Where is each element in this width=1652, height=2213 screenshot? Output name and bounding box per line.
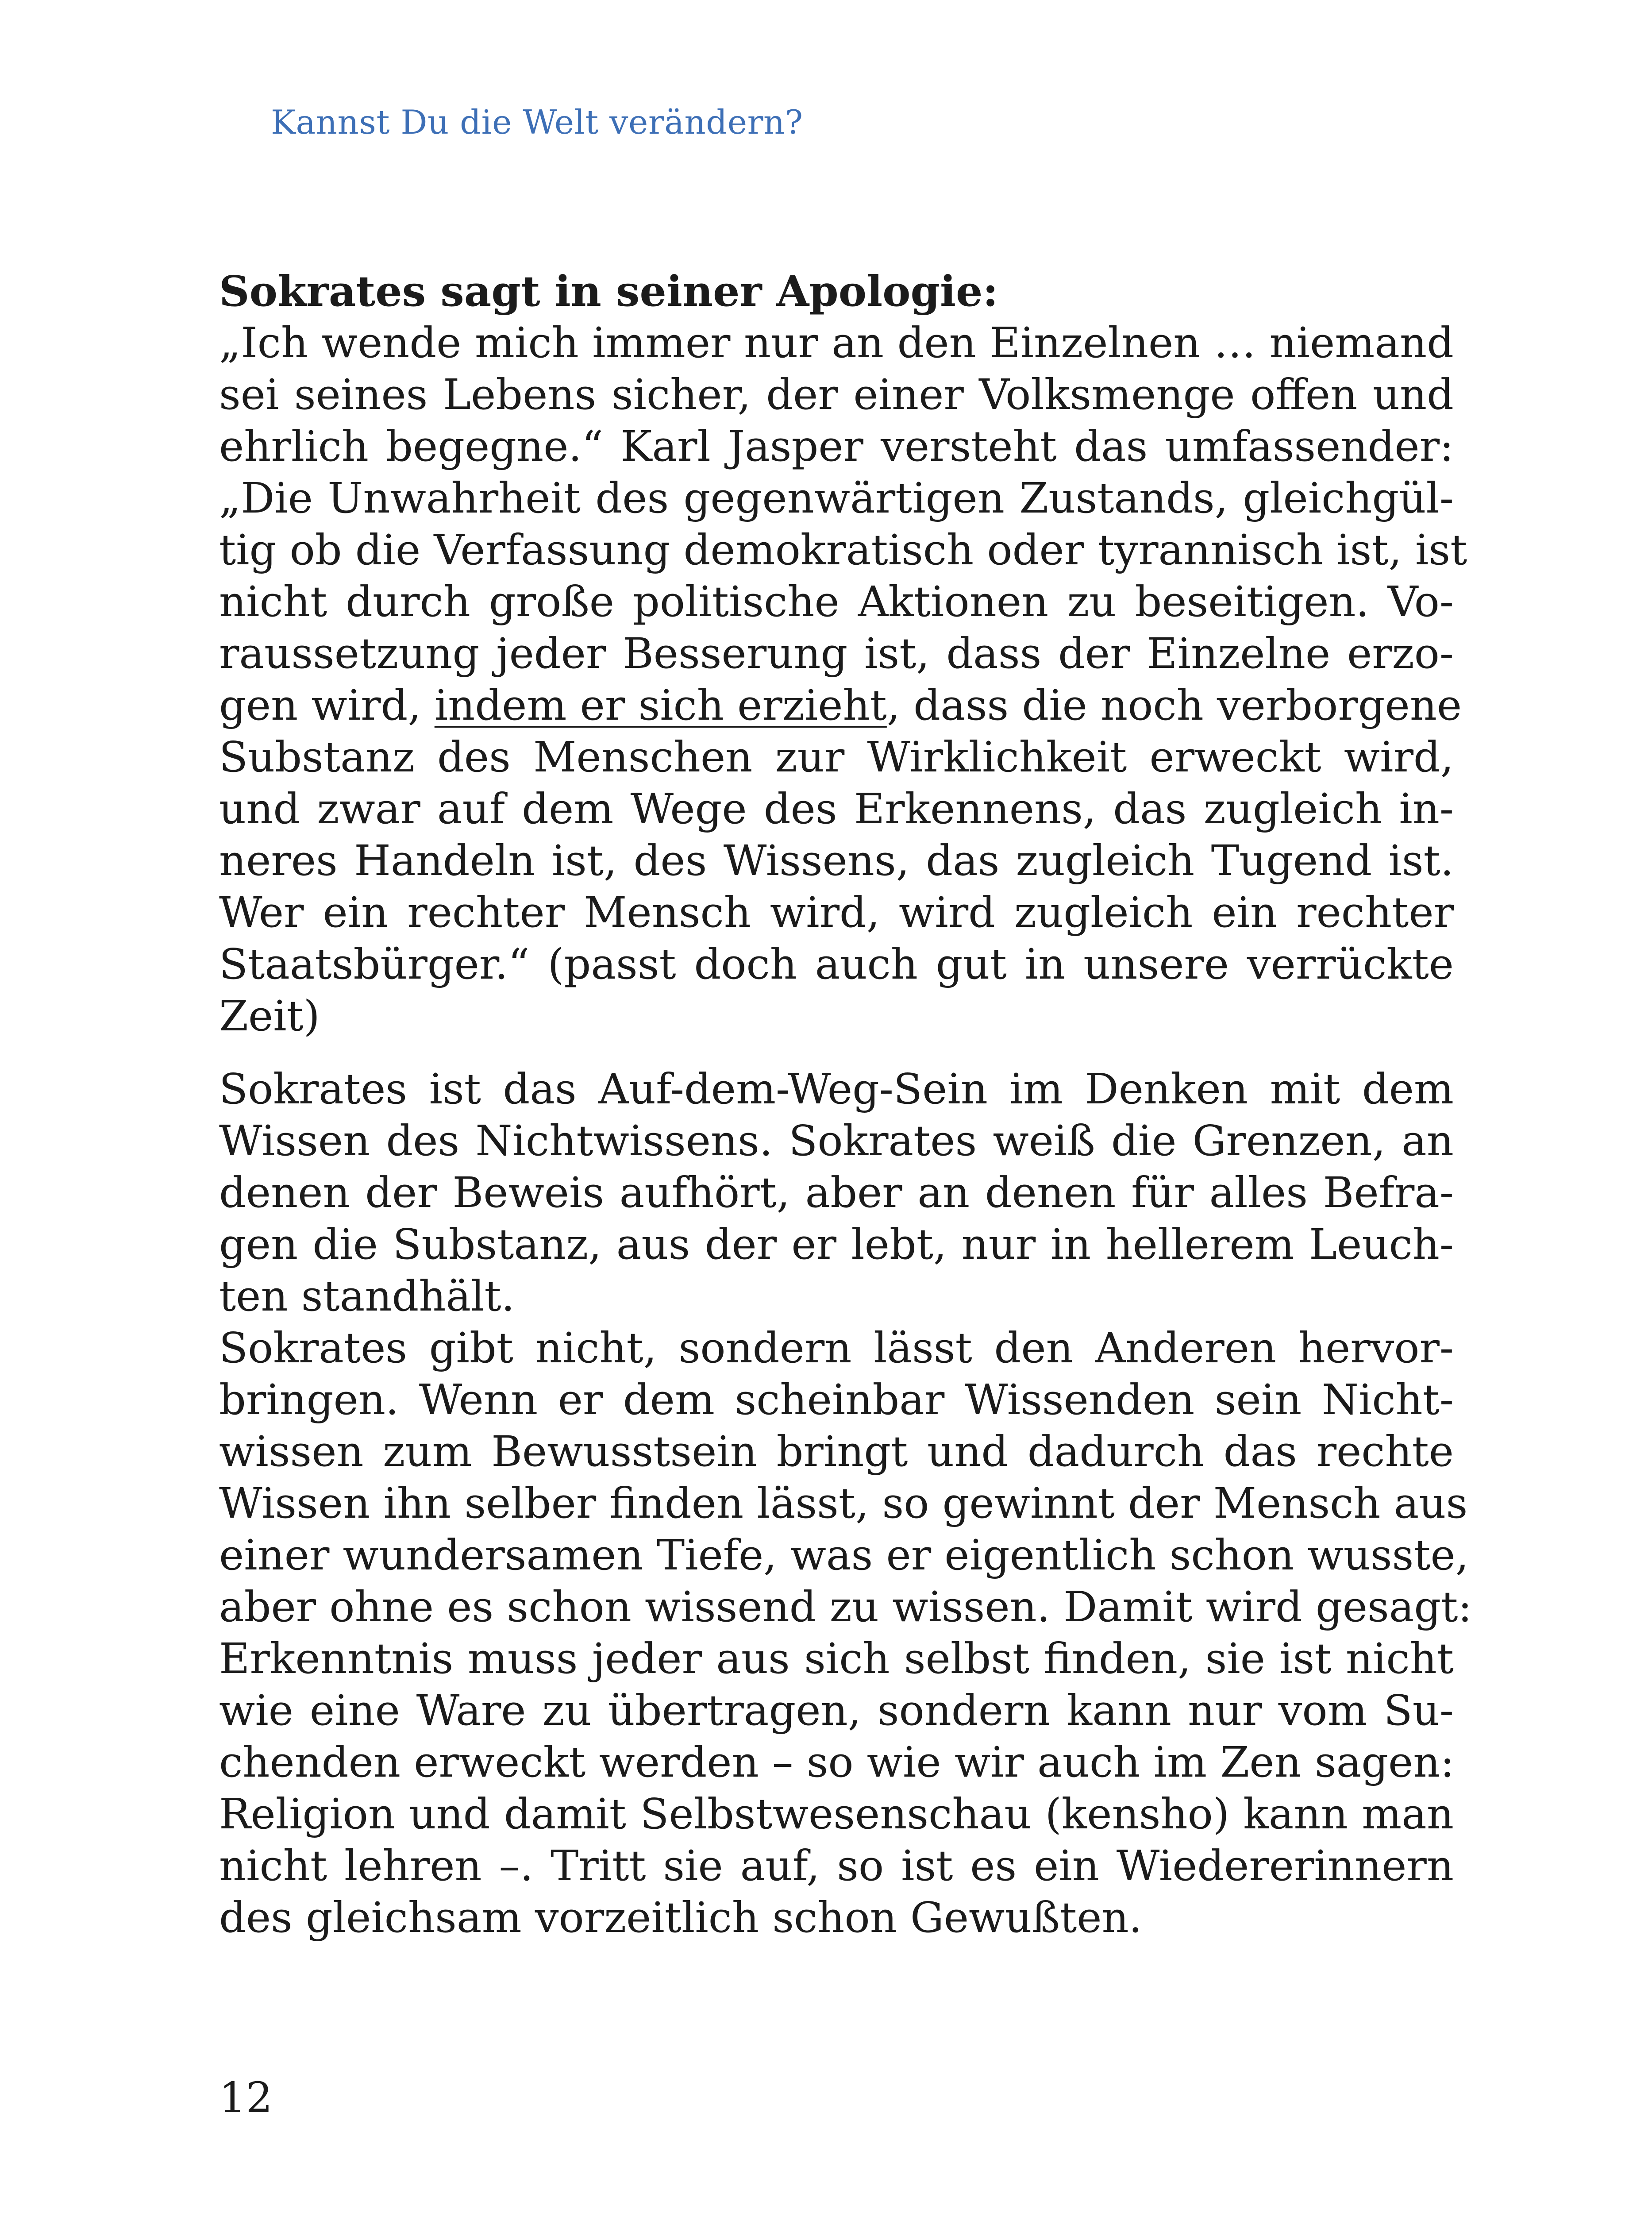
text-line: Sokrates gibt nicht, sondern lässt den Anderen hervor- <box>219 1324 1454 1373</box>
text-line: und zwar auf dem Wege des Erkennens, das zugleich in- <box>219 785 1454 833</box>
running-header: Kannst Du die Welt verändern? <box>271 103 803 142</box>
text-line: raussetzung jeder Besserung ist, dass der Einzelne erzo- <box>219 629 1454 678</box>
paragraph-2 <box>219 1064 1454 1322</box>
text-line: denen der Beweis aufhört, aber an denen für alles Befra- <box>219 1168 1454 1217</box>
text-line: ehrlich begegne.“ Karl Jasper versteht das umfassender: <box>219 422 1454 471</box>
text-line: Wissen ihn selber finden lässt, so gewinnt der Mensch aus <box>219 1479 1468 1528</box>
text-line: wie eine Ware zu übertragen, sondern kann nur vom Su- <box>219 1686 1454 1735</box>
text-line: Wer ein rechter Mensch wird, wird zugleich ein rechter <box>219 888 1454 937</box>
text-line: wissen zum Bewusstsein bringt und dadurch das rechte <box>219 1427 1454 1476</box>
text-line: nicht lehren –. Tritt sie auf, so ist es ein Wiedererinnern <box>219 1842 1454 1890</box>
text-line: einer wundersamen Tiefe, was er eigentlich schon wusste, <box>219 1531 1469 1580</box>
text-fragment: gen wird, <box>219 681 435 730</box>
body-text <box>219 266 1472 1944</box>
paragraph-spacer <box>219 1042 1454 1064</box>
page-number: 12 <box>219 2074 273 2122</box>
text-line: des gleichsam vorzeitlich schon Gewußten. <box>219 1893 1142 1942</box>
text-line: ten standhält. <box>219 1272 515 1321</box>
text-line: aber ohne es schon wissend zu wissen. Damit wird gesagt: <box>219 1583 1472 1631</box>
text-line: bringen. Wenn er dem scheinbar Wissenden sein Nicht- <box>219 1376 1454 1424</box>
text-line: neres Handeln ist, des Wissens, das zugleich Tugend ist. <box>219 837 1454 885</box>
text-line: Zeit) <box>219 992 320 1041</box>
underlined-phrase: indem er sich erzieht <box>434 681 887 730</box>
paragraph-3 <box>219 1322 1472 1944</box>
text-line: Religion und damit Selbstwesenschau (kensho) kann man <box>219 1790 1454 1839</box>
text-line: Staatsbürger.“ (passt doch auch gut in unsere verrückte <box>219 940 1454 989</box>
section-heading: Sokrates sagt in seiner Apologie: <box>219 267 998 316</box>
text-line: Substanz des Menschen zur Wirklichkeit erweckt wird, <box>219 733 1454 782</box>
text-line: Wissen des Nichtwissens. Sokrates weiß die Grenzen, an <box>219 1117 1454 1165</box>
text-line: nicht durch große politische Aktionen zu beseitigen. Vo- <box>219 578 1454 626</box>
text-fragment: , dass die noch verborgene <box>886 681 1462 730</box>
text-line: chenden erweckt werden – so wie wir auch im Zen sagen: <box>219 1738 1455 1787</box>
paragraph-1 <box>219 317 1467 1042</box>
text-line: sei seines Lebens sicher, der einer Volksmenge offen und <box>219 370 1454 419</box>
text-line: gen die Substanz, aus der er lebt, nur in hellerem Leuch- <box>219 1220 1454 1269</box>
text-line: „Die Unwahrheit des gegenwärtigen Zustands, gleichgül- <box>219 474 1454 523</box>
text-line: tig ob die Verfassung demokratisch oder tyrannisch ist, ist <box>219 526 1467 574</box>
text-line-underlined <box>219 680 1462 732</box>
text-line: Erkenntnis muss jeder aus sich selbst finden, sie ist nicht <box>219 1635 1454 1683</box>
text-line: Sokrates ist das Auf-dem-Weg-Sein im Denken mit dem <box>219 1065 1454 1114</box>
text-line: „Ich wende mich immer nur an den Einzelnen … niemand <box>219 319 1454 367</box>
